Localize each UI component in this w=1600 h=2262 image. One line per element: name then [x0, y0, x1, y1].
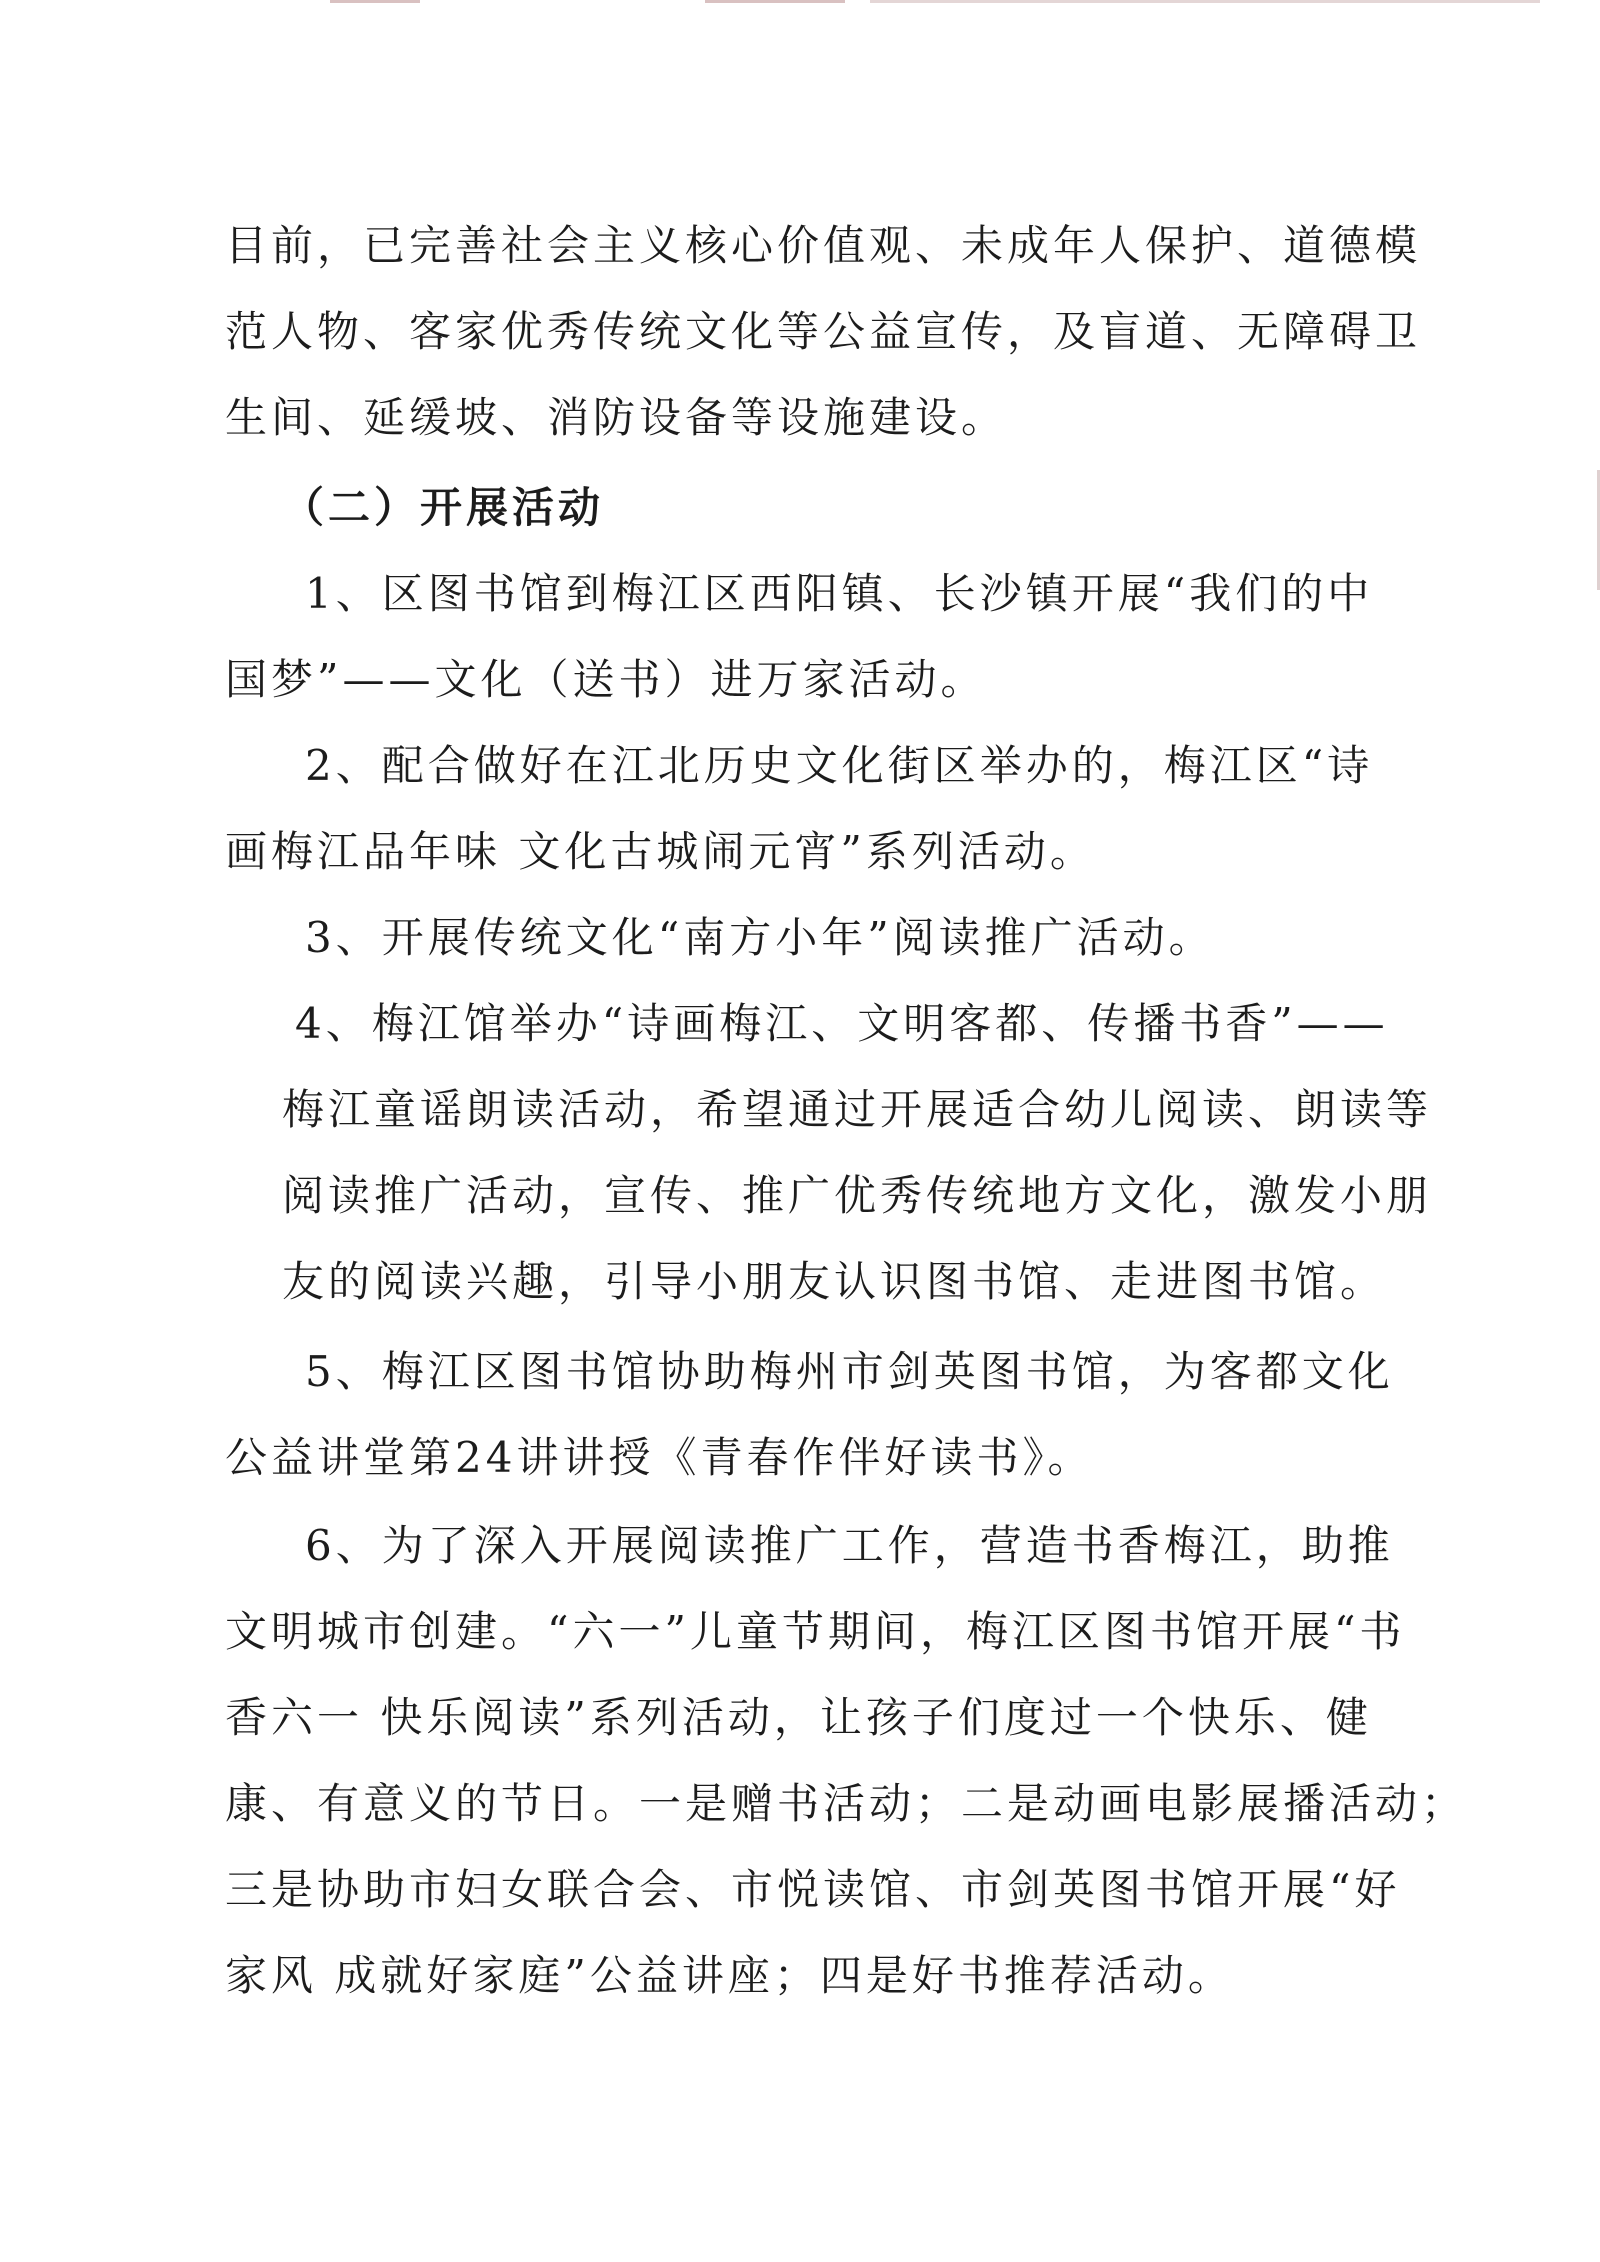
list-item-line: 3、开展传统文化“南方小年”阅读推广活动。: [305, 913, 1215, 962]
list-item-line: 三是协助市妇女联合会、市悦读馆、市剑英图书馆开展“好: [225, 1865, 1401, 1914]
list-item-line: 康、有意义的节日。一是赠书活动；二是动画电影展播活动；: [225, 1779, 1468, 1828]
section-heading: （二）开展活动: [282, 483, 605, 532]
list-item-line: 梅江童谣朗读活动，希望通过开展适合幼儿阅读、朗读等: [282, 1085, 1433, 1134]
scan-edge-mark: [330, 0, 420, 3]
list-item-line: 公益讲堂第24讲讲授《青春作伴好读书》。: [225, 1433, 1094, 1482]
scan-edge-mark: [870, 0, 1540, 3]
paragraph-line: 生间、延缓坡、消防设备等设施建设。: [225, 393, 1008, 442]
list-item-line: 文明城市创建。“六一”儿童节期间，梅江区图书馆开展“书: [225, 1607, 1406, 1656]
list-item-line: 6、为了深入开展阅读推广工作，营造书香梅江，助推: [305, 1521, 1394, 1570]
paragraph-line: 目前，已完善社会主义核心价值观、未成年人保护、道德模: [225, 221, 1422, 270]
list-item-line: 5、梅江区图书馆协助梅州市剑英图书馆，为客都文化: [305, 1347, 1394, 1396]
list-item-line: 阅读推广活动，宣传、推广优秀传统地方文化，激发小朋: [282, 1171, 1433, 1220]
list-item-line: 友的阅读兴趣，引导小朋友认识图书馆、走进图书馆。: [282, 1257, 1387, 1306]
paragraph-line: 范人物、客家优秀传统文化等公益宣传，及盲道、无障碍卫: [225, 307, 1422, 356]
scan-edge-mark: [705, 0, 845, 3]
list-item-line: 香六一 快乐阅读”系列活动，让孩子们度过一个快乐、健: [225, 1693, 1372, 1742]
list-item-line: 国梦”——文化（送书）进万家活动。: [225, 655, 987, 704]
list-item-line: 2、配合做好在江北历史文化街区举办的，梅江区“诗: [305, 741, 1374, 790]
list-item-line: 画梅江品年味 文化古城闹元宵”系列活动。: [225, 827, 1096, 876]
list-item-line: 家风 成就好家庭”公益讲座；四是好书推荐活动。: [225, 1951, 1234, 2000]
list-item-line: 4、梅江馆举办“诗画梅江、文明客都、传播书香”——: [295, 999, 1389, 1048]
list-item-line: 1、区图书馆到梅江区西阳镇、长沙镇开展“我们的中: [305, 569, 1374, 618]
